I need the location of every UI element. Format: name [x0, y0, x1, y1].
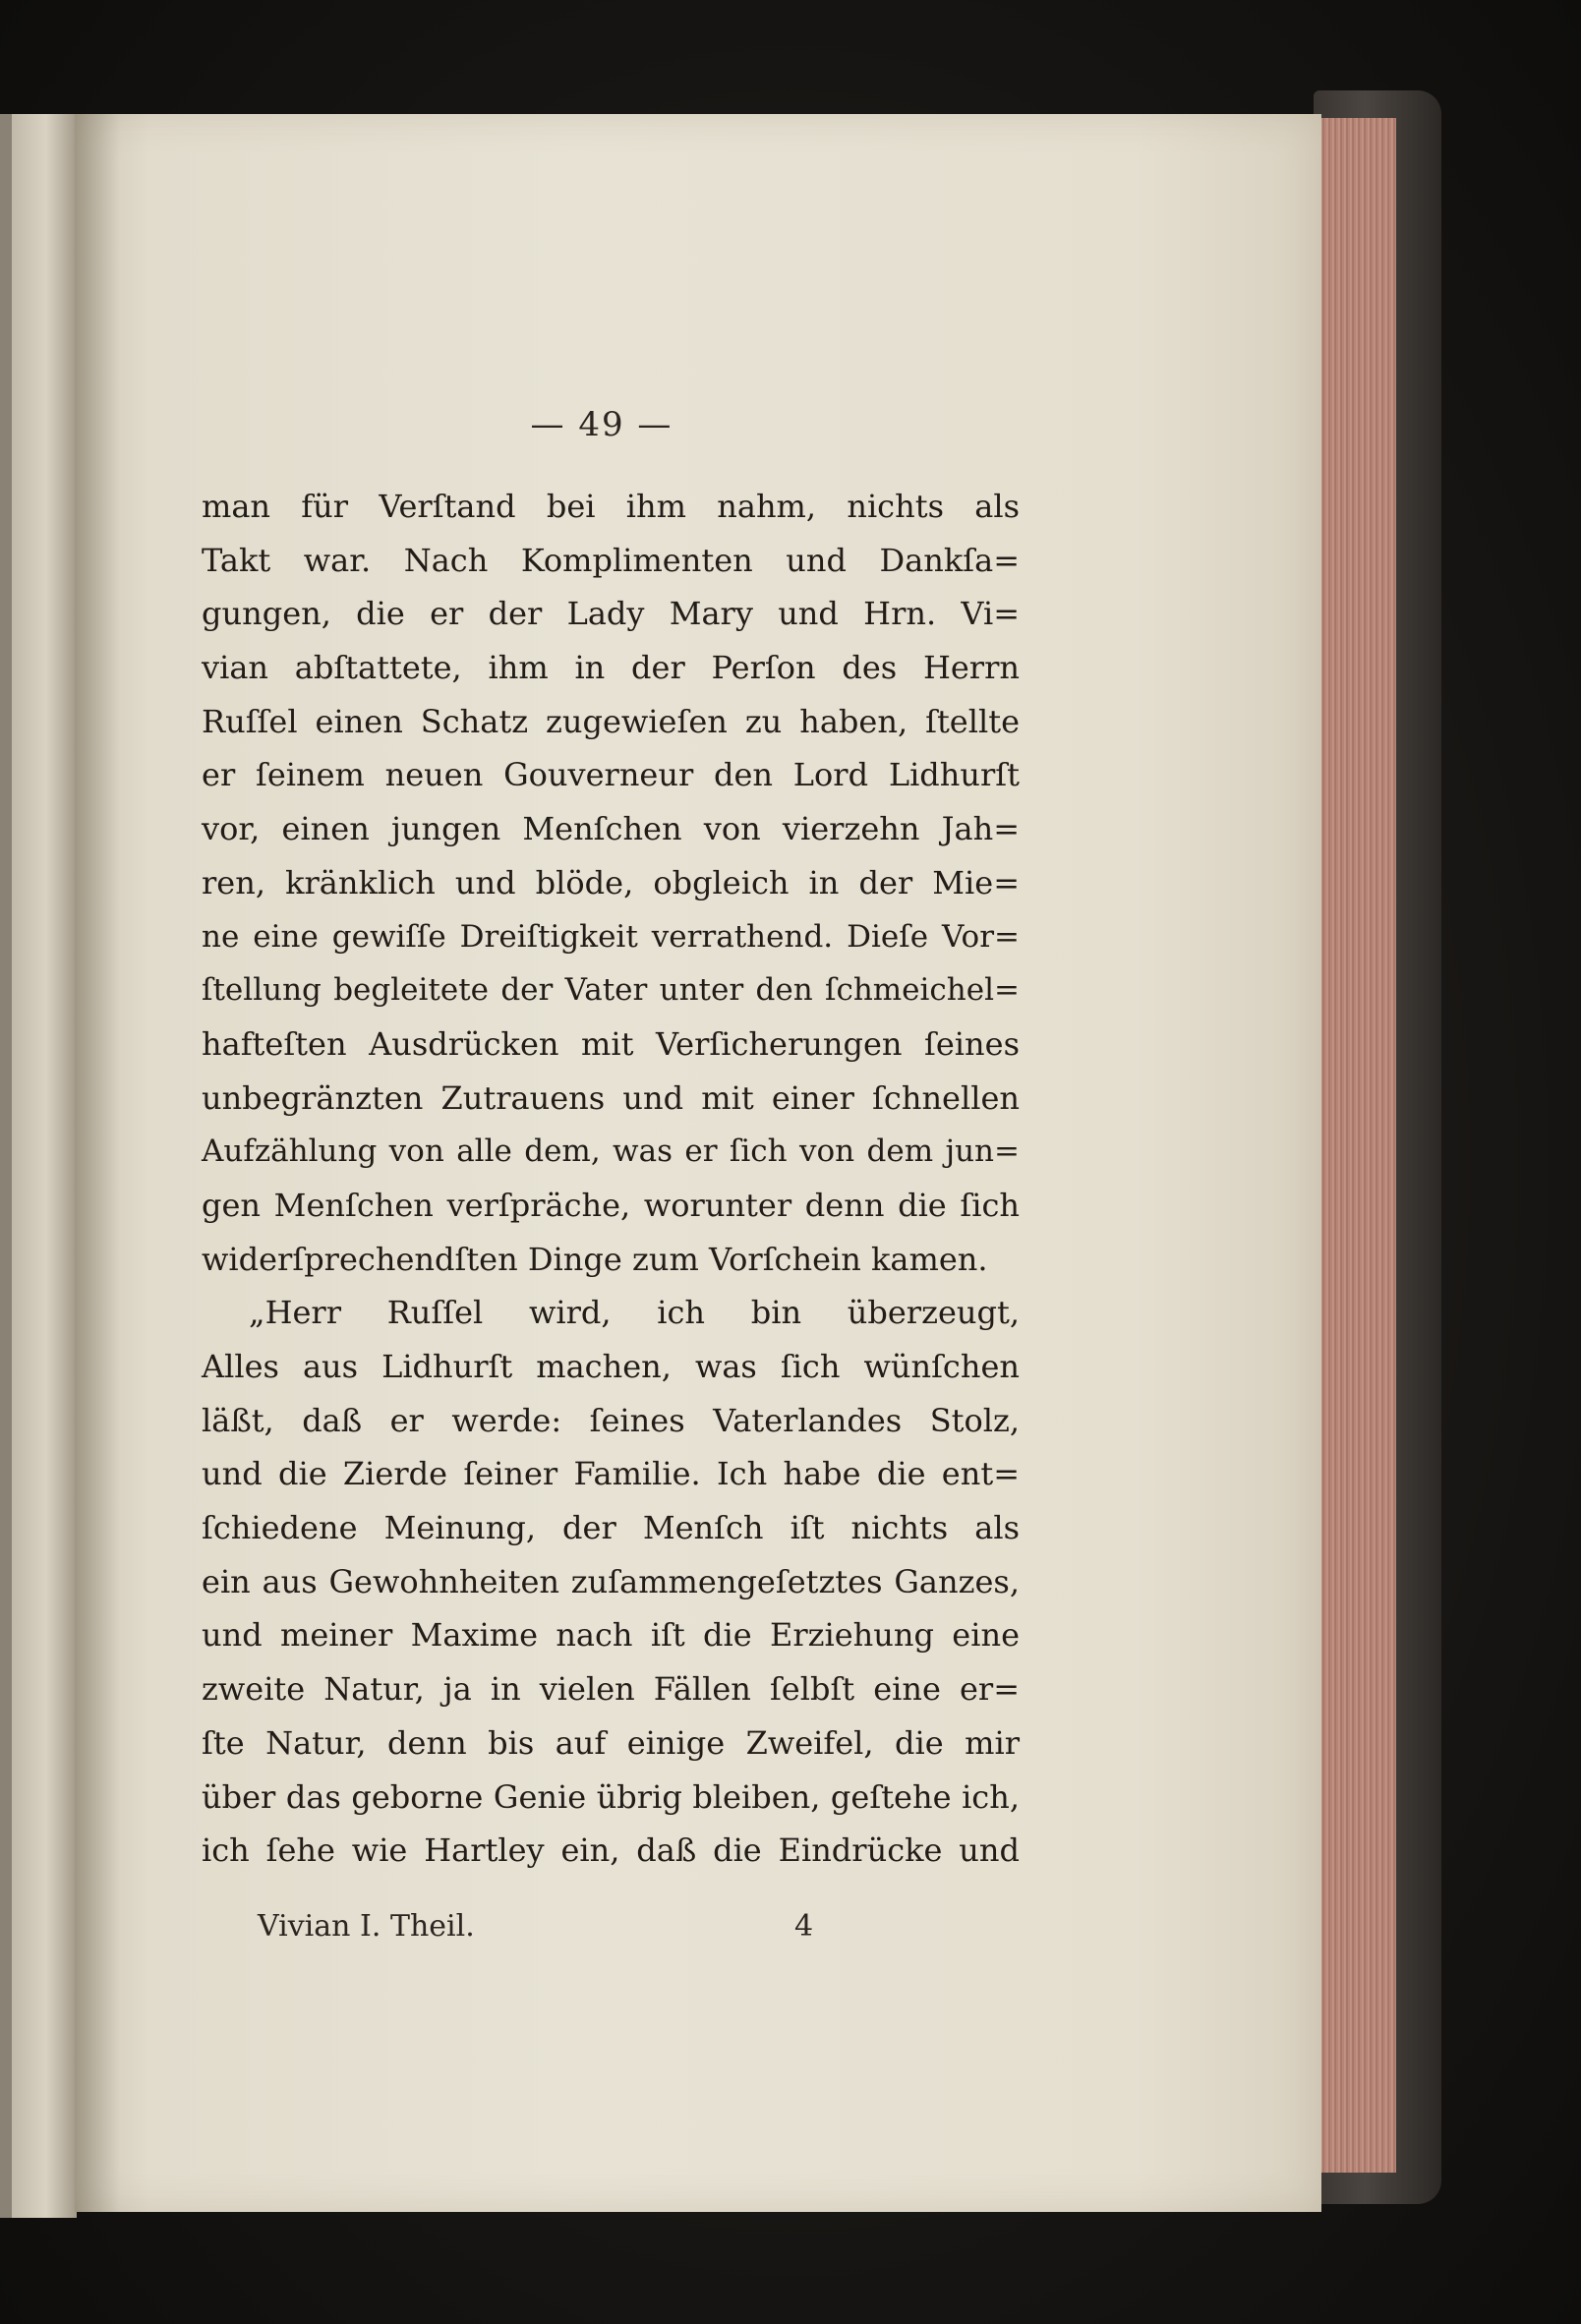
text-line-13: Aufzählung von alle dem, was er ſich von dem jun= [202, 1133, 1020, 1170]
text-line-20: ſchiedene Meinung, der Menſch iſt nichts als [202, 1509, 1020, 1547]
page-number: — 49 — [530, 405, 673, 444]
text-line-22: und meiner Maxime nach iſt die Erziehung eine [202, 1616, 1020, 1655]
page-footer [258, 1909, 848, 1948]
signature-number: 4 [794, 1909, 814, 1944]
text-line-23: zweite Natur, ja in vielen Fällen ſelbſt eine er= [202, 1670, 1020, 1709]
text-line-9: ne eine gewiſſe Dreiſtigkeit verrathend. Dieſe Vor= [202, 918, 1020, 955]
printer-signature: Vivian I. Theil. [258, 1909, 475, 1944]
text-line-11: hafteſten Ausdrücken mit Verſicherungen ſeines [202, 1024, 1020, 1063]
text-line-6: er ſeinem neuen Gouverneur den Lord Lidhurſt [202, 756, 1020, 794]
text-line-18: läßt, daß er werde: ſeines Vaterlandes Stolz, [202, 1401, 1020, 1439]
text-line-12: unbegränzten Zutrauens und mit einer ſchnellen [202, 1078, 1020, 1117]
text-line-24: ſte Natur, denn bis auf einige Zweifel, die mir [202, 1723, 1020, 1762]
text-line-19: und die Zierde ſeiner Familie. Ich habe die ent= [202, 1455, 1020, 1493]
text-line-14: gen Menſchen verſpräche, worunter denn die ſich [202, 1186, 1020, 1224]
left-page-strip [0, 114, 12, 2218]
text-line-7: vor, einen jungen Menſchen von vierzehn Jah= [202, 810, 1020, 848]
text-line-15: widerſprechendſten Dinge zum Vorſchein kamen. [202, 1240, 988, 1278]
text-line-21: ein aus Gewohnheiten zuſammengeſetztes Ganzes, [202, 1562, 1020, 1600]
gutter-shadow [75, 114, 120, 2212]
text-line-3: gungen, die er der Lady Mary und Hrn. Vi= [202, 595, 1020, 633]
text-line-10: ſtellung begleitete der Vater unter den ſchmeichel= [202, 972, 1020, 1009]
text-line-1: man für Verſtand bei ihm nahm, nichts als [202, 488, 1020, 525]
body-text [202, 480, 1020, 1878]
text-line-5: Ruſſel einen Schatz zugewieſen zu haben, ſtellte [202, 702, 1020, 740]
text-line-8: ren, kränklich und blöde, obgleich in der Mie= [202, 863, 1020, 901]
text-line-17: Alles aus Lidhurſt machen, was ſich wünſchen [202, 1348, 1020, 1385]
text-line-26: ich ſehe wie Hartley ein, daß die Eindrücke und [202, 1831, 1020, 1870]
text-line-25: über das geborne Genie übrig bleiben, geſtehe ich, [202, 1777, 1020, 1816]
text-line-16: „Herr Ruſſel wird, ich bin überzeugt, [249, 1294, 1020, 1332]
text-line-2: Takt war. Nach Komplimenten und Dankſa= [202, 541, 1020, 579]
page-edges [1318, 118, 1396, 2173]
text-line-4: vian abſtattete, ihm in der Perſon des Herrn [202, 649, 1020, 687]
